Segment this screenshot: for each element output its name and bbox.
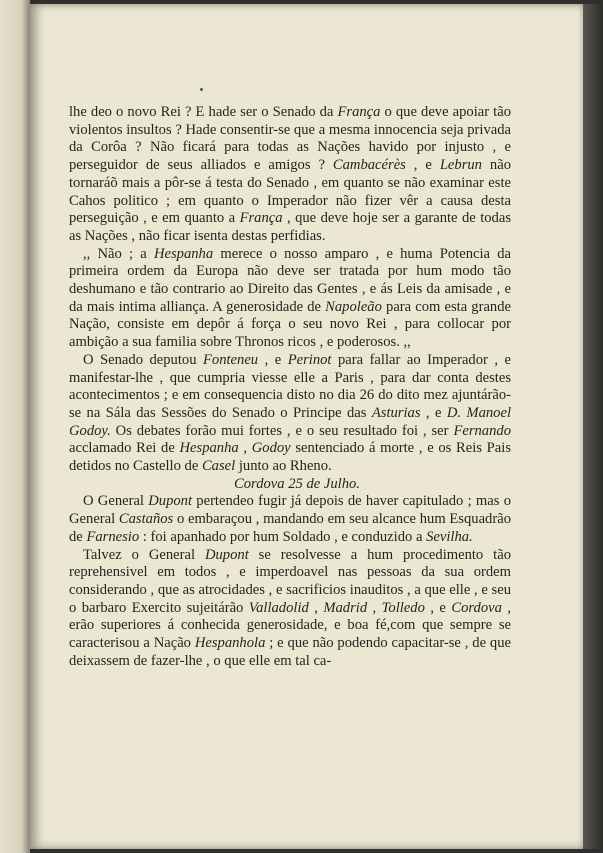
left-page-edge: [0, 0, 30, 853]
italic-run: Casel: [201, 458, 236, 475]
text-run: , que deve hoje ser a garante de todas as Nações , não ficar isenta destas perfidias.: [69, 210, 512, 244]
italic-run: Fernando: [453, 422, 511, 439]
italic-run: Hespanha: [153, 245, 214, 262]
text-run: , erão superiores á conhecida generosidade, e boa fé,com que sempre se caracterisou a Nação: [69, 599, 511, 652]
text-run: ,, Não ; a: [83, 245, 154, 262]
italic-run: Fonteneu: [202, 351, 259, 368]
italic-run: Hespanha: [179, 440, 239, 457]
text-run: Talvez o General: [83, 546, 205, 563]
dateline: [69, 476, 511, 494]
italic-run: Farnesio: [86, 528, 140, 545]
italic-run: Tolledo: [381, 599, 425, 616]
text-run: o que deve apoiar tão violentos insultos ? Hade consentir-se que a mesma innocencia seja privada da Corôa ? Não ficará para todas as Nações havido por injusto , e perseguidor de seus alliados e amigos ?: [69, 104, 512, 174]
text-run: ,: [308, 599, 324, 616]
italic-run: Cordova: [451, 599, 502, 616]
text-run: não tornaráõ mais a pôr-se á testa do Senado , em quanto se não examinar este Cahos politico ; em quanto o Imperador não fizer vêr a causa desta perseguição , e em quanto a: [69, 157, 511, 227]
text-run: , e: [405, 157, 440, 174]
italic-run: Asturias: [371, 404, 421, 421]
paragraph: [69, 547, 511, 671]
paragraph: [69, 352, 511, 476]
italic-run: Napoleão: [325, 298, 382, 315]
text-run: ,: [367, 599, 382, 616]
text-run: junto ao Rheno.: [235, 458, 332, 475]
italic-run: Cambacérès: [332, 157, 406, 174]
page-body-text: [69, 104, 511, 671]
text-run: , e: [258, 351, 288, 368]
italic-run: Perinot: [287, 351, 332, 368]
italic-run: Godoy: [251, 440, 291, 457]
text-run: acclamado Rei de: [69, 440, 180, 457]
text-run: : foi apanhado por hum Soldado , e conduzido a: [139, 528, 427, 545]
italic-run: Madrid: [323, 599, 368, 616]
text-run: pertendeo fugir já depois de haver capitulado ; mas o General: [69, 493, 511, 528]
italic-run: Hespanhola: [194, 635, 266, 652]
dateline-text: Cordova 25 de Julho.: [234, 475, 360, 492]
italic-run: França: [239, 210, 283, 227]
italic-run: D. Manoel Godoy.: [69, 404, 511, 439]
text-run: para fallar ao Imperador , e manifestar-lhe , que cumpria viesse elle a Paris , para dar conta destes acontecimentos ; e em consequencia disto no dia 26 do dito mez ajuntárão-se na Sála das Sessões do Senado o Principe das: [69, 351, 511, 421]
italic-run: França: [337, 104, 381, 120]
text-run: lhe deo o novo Rei ? E hade ser o Senado da: [69, 104, 338, 120]
text-run: O Senado deputou: [83, 351, 203, 368]
text-run: , e: [424, 599, 452, 616]
italic-run: Sevilha.: [426, 528, 473, 545]
paragraph: [69, 104, 511, 246]
text-run: O General: [83, 493, 149, 510]
text-run: ; e que não podendo capacitar-se , de que deixassem de fazer-lhe , o que elle em tal ca-: [69, 635, 511, 669]
italic-run: Valladolid: [248, 599, 309, 616]
italic-run: Dupont: [148, 493, 193, 510]
text-run: sentenciado á morte , e os Reis Pais detidos no Castello de: [69, 440, 512, 475]
text-run: se resolvesse a hum procedimento tão reprehensivel em todos , e imperdoavel nas pessoas da sua ordem considerando , que as atrocidades , e sacrificios inauditos , a que elle , e seu o barbaro Exercito sujeitárão: [69, 546, 511, 616]
ink-speck: [200, 88, 203, 91]
italic-run: Lebrun: [439, 157, 482, 174]
text-run: Os debates forão mui fortes , e o seu resultado foi , ser: [110, 422, 454, 439]
text-run: o embaraçou , mandando em seu alcance hum Esquadrão de: [69, 511, 511, 545]
paragraph: [69, 493, 511, 546]
right-page-shadow: [583, 4, 603, 849]
italic-run: Dupont: [204, 546, 249, 563]
italic-run: Castaños: [118, 511, 174, 528]
text-run: merece o nosso amparo , e huma Potencia da primeira ordem da Europa não deve ser tratada por hum modo tão deshumano e tão contrario ao Direito das Gentes , e ás Leis da amisade , e da mais intima alliança. A generosidade de: [69, 245, 511, 315]
text-run: ,: [238, 440, 252, 457]
paragraph: [69, 246, 511, 352]
text-run: , e: [420, 404, 447, 421]
text-run: para com esta grande Nação, consiste em depôr á força o seu novo Rei , para collocar por ambição a sua familia sobre Thronos ricos , e poderosos. ,,: [69, 298, 511, 351]
